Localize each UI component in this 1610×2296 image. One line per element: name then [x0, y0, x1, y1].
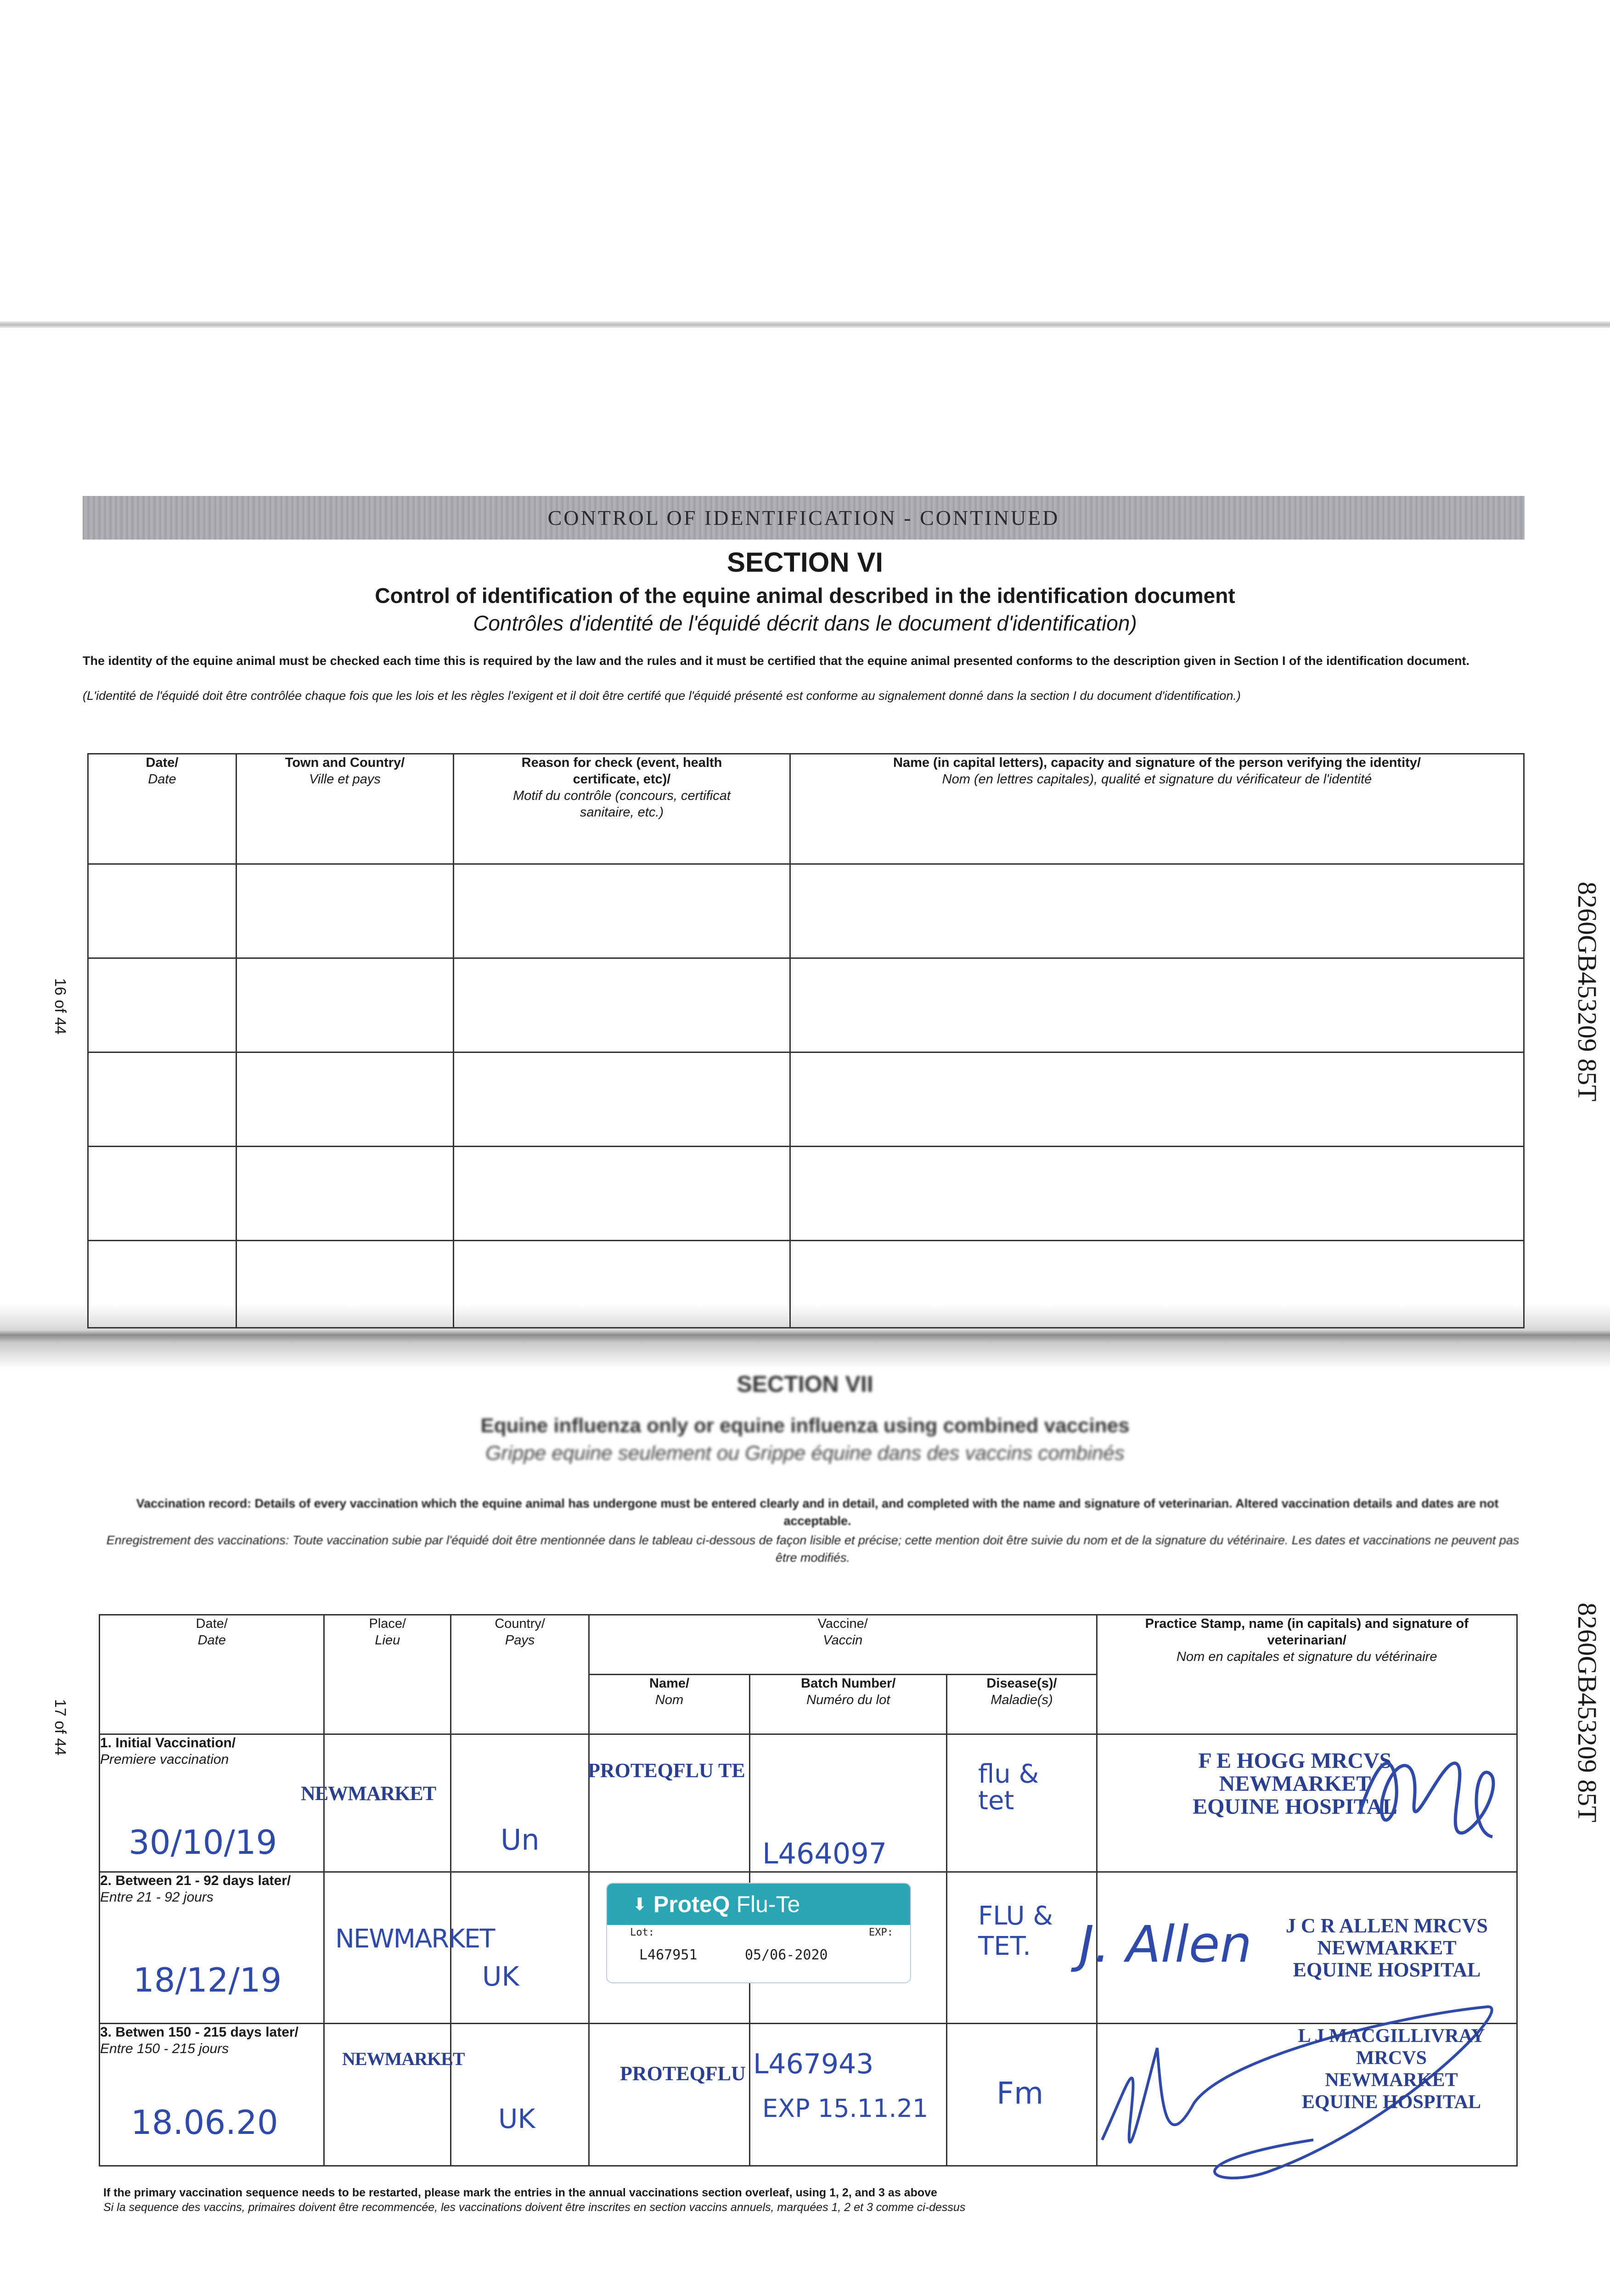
col-date-header: Date/ Date	[100, 1615, 324, 1734]
section7-footer: If the primary vaccination sequence needs to be restarted, please mark the entries in the annual vaccinations section overleaf, using 1, 2, and 3 as above	[103, 2186, 937, 2199]
row1-date: 30/10/19	[129, 1823, 277, 1862]
row2-country: UK	[482, 1961, 519, 1992]
down-arrow-icon: ⬇	[632, 1895, 647, 1914]
col-name-header: Name/ Nom	[589, 1675, 750, 1734]
section6-intro-fr: (L'identité de l'équidé doit être contrôlée chaque fois que les lois et les règles l'exigent et il doit être certifé que l'équidé présenté est conforme au signalement donné dans la section I du document d'identification.)	[83, 689, 1241, 703]
col-stamp-header: Practice Stamp, name (in capitals) and signature of veterinarian/ Nom en capitales et signature du vétérinaire	[1097, 1615, 1517, 1734]
col-place-header: Place/ Lieu	[324, 1615, 451, 1734]
col-vaccine-header: Vaccine/ Vaccin	[589, 1615, 1097, 1675]
row2-vet-stamp: J C R ALLEN MRCVS NEWMARKET EQUINE HOSPITAL	[1285, 1914, 1488, 1981]
col-batch-header: Batch Number/ Numéro du lot	[750, 1675, 947, 1734]
section6-intro: The identity of the equine animal must be checked each time this is required by the law and the rules and it must be certified that the equine animal presented conforms to the description given in Section I of the identification document.	[83, 654, 1470, 668]
section7-page-number: 17 of 44	[51, 1699, 69, 1756]
col-date-header: Date/ Date	[88, 754, 236, 864]
row2-place: NEWMARKET	[335, 1924, 495, 1954]
section7-footer-fr: Si la sequence des vaccins, primaires doivent être recommencée, les vaccinations doivent être inscrites en section vaccins annuels, marquées 1, 2 et 3 comme ci-dessus	[103, 2201, 966, 2214]
top-fold-line	[0, 321, 1610, 328]
row3-country: UK	[498, 2103, 535, 2134]
row1-batch: L464097	[762, 1837, 887, 1870]
section7-intro: Vaccination record: Details of every vaccination which the equine animal has undergone must be entered clearly and in detail, and completed with the name and signature of veterinarian. Altered vaccination details and dates are not acceptable.	[136, 1497, 1499, 1528]
section7-intro-fr: Enregistrement des vaccinations: Toute vaccination subie par l'équidé doit être mentionnée dans le tableau ci-dessous de façon lisible et précise; cette mention doit être suivie du nom et de la signature du vétérinaire. Les dates et vaccinations ne peuvent pas être modifiés.	[106, 1533, 1520, 1564]
row3-place: NEWMARKET	[342, 2048, 465, 2069]
identification-checks-table	[87, 753, 1525, 1328]
section6-title-fr: Contrôles d'identité de l'équidé décrit dans le document d'identification)	[473, 611, 1137, 635]
row1-signature	[1350, 1731, 1506, 1855]
table-row	[88, 1241, 1524, 1328]
row1-disease: flu & tet	[978, 1759, 1039, 1816]
section6-banner-text: CONTROL OF IDENTIFICATION - CONTINUED	[547, 506, 1060, 529]
table-row: 3. Betwen 150 - 215 days later/ Entre 150 - 215 jours	[100, 2024, 1517, 2166]
row3-vet-stamp: L J MACGILLIVRAY MRCVS NEWMARKET EQUINE HOSPITAL	[1298, 2026, 1485, 2113]
section7-title: Equine influenza only or equine influenza using combined vaccines	[480, 1414, 1130, 1437]
section7-title-fr: Grippe equine seulement ou Grippe équine dans des vaccins combinés	[485, 1442, 1125, 1464]
col-country-header: Country/ Pays	[451, 1615, 589, 1734]
row2-disease: FLU & TET.	[978, 1901, 1053, 1961]
row1-place: NEWMARKET	[301, 1782, 436, 1805]
row2-date: 18/12/19	[133, 1961, 282, 1999]
section6-heading: SECTION VI	[726, 547, 884, 578]
row3-batch-exp: EXP 15.11.21	[762, 2094, 929, 2123]
row1-vaccine-name: PROTEQFLU TE	[588, 1759, 745, 1782]
vaccine-batch-label: ⬇ ProteQ Flu-Te Lot: EXP: L467951 05/06-2020	[606, 1883, 911, 1983]
table-row	[88, 864, 1524, 958]
col-disease-header: Disease(s)/ Maladie(s)	[947, 1675, 1097, 1734]
table-row	[88, 958, 1524, 1052]
row2-signature: J. Allen	[1079, 1915, 1252, 1974]
col-reason-header: Reason for check (event, health certificate, etc)/ Motif du contrôle (concours, certificat sanitaire, etc.)	[454, 754, 790, 864]
row3-batch: L467943	[753, 2048, 874, 2080]
row3-vaccine-name: PROTEQFLU	[620, 2062, 746, 2085]
section6-document-id: 8260GB453209 85T	[1572, 882, 1602, 1102]
col-town-header: Town and Country/ Ville et pays	[236, 754, 454, 864]
section6-title: Control of identification of the equine animal described in the identification document	[375, 584, 1235, 608]
row1-country: Un	[501, 1823, 540, 1857]
section6-page-number: 16 of 44	[51, 978, 69, 1035]
table-row	[88, 1147, 1524, 1241]
table-row	[88, 1052, 1524, 1147]
row3-date: 18.06.20	[131, 2103, 278, 2142]
table-row: 1. Initial Vaccination/ Premiere vaccination	[100, 1734, 1517, 1872]
section6-banner	[83, 496, 1525, 540]
row3-disease: Fm	[996, 2076, 1044, 2111]
row1-vet-stamp: F E HOGG MRCVS NEWMARKET EQUINE HOSPITAL	[1193, 1749, 1397, 1819]
table-row: 2. Between 21 - 92 days later/ Entre 21 - 92 jours	[100, 1872, 1517, 2024]
col-verifier-header: Name (in capital letters), capacity and signature of the person verifying the identity/ Nom (en lettres capitales), qualité et signature du vérificateur de l'identité	[790, 754, 1524, 864]
section7-document-id: 8260GB453209 85T	[1572, 1603, 1602, 1823]
section7-heading: SECTION VII	[737, 1371, 873, 1397]
